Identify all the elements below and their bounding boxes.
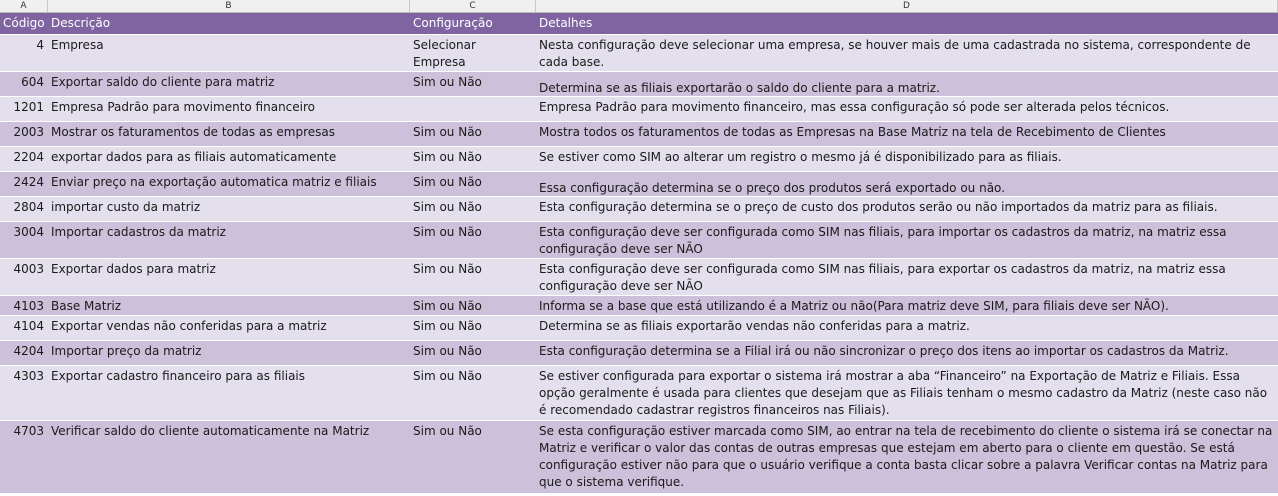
cell-configuracao[interactable]: Sim ou Não — [413, 150, 482, 164]
cell-configuracao[interactable]: Sim ou Não — [413, 344, 482, 358]
column-letter-b[interactable]: B — [48, 0, 410, 12]
cell-detalhes[interactable]: Determina se as filiais exportarão o saldo do cliente para a matriz. — [539, 81, 940, 95]
cell-configuracao[interactable]: Sim ou Não — [413, 200, 482, 214]
table-row — [0, 147, 1278, 172]
cell-descricao[interactable]: Importar cadastros da matriz — [51, 225, 226, 239]
table-row — [0, 122, 1278, 147]
table-row — [0, 222, 1278, 259]
cell-detalhes[interactable]: Informa se a base que está utilizando é a Matriz ou não(Para matriz deve SIM, para filiais deve ser NÃO). — [539, 299, 1169, 313]
cell-configuracao[interactable]: Selecionar Empresa — [413, 38, 476, 69]
cell-configuracao[interactable]: Sim ou Não — [413, 369, 482, 383]
cell-codigo[interactable]: 4303 — [13, 369, 44, 383]
table-row — [0, 97, 1278, 122]
cell-codigo[interactable]: 2424 — [13, 175, 44, 189]
cell-descricao[interactable]: Empresa Padrão para movimento financeiro — [51, 100, 315, 114]
table-row — [0, 341, 1278, 366]
cell-detalhes[interactable]: Se estiver configurada para exportar o sistema irá mostrar a aba “Financeiro” na Exportação de Matriz e Filiais. Essa opção geralmente é usada para clientes que desejam que as Filiais tenham o mesmo cadastro da Matriz (neste caso não é recomendado cadastrar registros financeiros nas Filiais). — [539, 369, 1268, 417]
column-letters — [0, 0, 1278, 13]
cell-codigo[interactable]: 4104 — [13, 319, 44, 333]
cell-codigo[interactable]: 4103 — [13, 299, 44, 313]
cell-descricao[interactable]: Verificar saldo do cliente automaticamente na Matriz — [51, 424, 370, 438]
column-letter-a[interactable]: A — [0, 0, 48, 12]
table-row — [0, 197, 1278, 222]
cell-codigo[interactable]: 2204 — [13, 150, 44, 164]
cell-detalhes[interactable]: Determina se as filiais exportarão vendas não conferidas para a matriz. — [539, 319, 970, 333]
table-row — [0, 172, 1278, 197]
cell-detalhes[interactable]: Essa configuração determina se o preço dos produtos será exportado ou não. — [539, 181, 1006, 195]
cell-configuracao[interactable]: Sim ou Não — [413, 319, 482, 333]
header-codigo[interactable]: Código — [3, 16, 45, 30]
cell-detalhes[interactable]: Esta configuração deve ser configurada como SIM nas filiais, para exportar os cadastros da matriz, na matriz essa configuração deve ser NÃO — [539, 262, 1226, 293]
cell-codigo[interactable]: 4703 — [13, 424, 44, 438]
cell-detalhes[interactable]: Mostra todos os faturamentos de todas as Empresas na Base Matriz na tela de Recebimento de Clientes — [539, 125, 1166, 139]
cell-codigo[interactable]: 4 — [36, 38, 44, 52]
cell-codigo[interactable]: 1201 — [13, 100, 44, 114]
table-row — [0, 35, 1278, 72]
cell-descricao[interactable]: Empresa — [51, 38, 104, 52]
cell-codigo[interactable]: 2003 — [13, 125, 44, 139]
cell-codigo[interactable]: 2804 — [13, 200, 44, 214]
table-row — [0, 316, 1278, 341]
cell-descricao[interactable]: Enviar preço na exportação automatica matriz e filiais — [51, 175, 377, 189]
cell-descricao[interactable]: Base Matriz — [51, 299, 122, 313]
cell-configuracao[interactable]: Sim ou Não — [413, 424, 482, 438]
cell-detalhes[interactable]: Esta configuração determina se o preço de custo dos produtos serão ou não importados da matriz para as filiais. — [539, 200, 1218, 214]
table-row — [0, 259, 1278, 296]
cell-detalhes[interactable]: Nesta configuração deve selecionar uma empresa, se houver mais de uma cadastrada no sistema, correspondente de cada base. — [539, 38, 1251, 69]
header-detalhes[interactable]: Detalhes — [539, 16, 593, 30]
cell-descricao[interactable]: Importar preço da matriz — [51, 344, 202, 358]
cell-descricao[interactable]: Exportar saldo do cliente para matriz — [51, 75, 275, 89]
cell-descricao[interactable]: exportar dados para as filiais automaticamente — [51, 150, 337, 164]
cell-descricao[interactable]: Exportar cadastro financeiro para as filiais — [51, 369, 306, 383]
cell-descricao[interactable]: Exportar dados para matriz — [51, 262, 216, 276]
cell-descricao[interactable]: Mostrar os faturamentos de todas as empresas — [51, 125, 335, 139]
cell-codigo[interactable]: 4003 — [13, 262, 44, 276]
header-descricao[interactable]: Descrição — [51, 16, 111, 30]
cell-configuracao[interactable]: Sim ou Não — [413, 299, 482, 313]
cell-detalhes[interactable]: Se esta configuração estiver marcada como SIM, ao entrar na tela de recebimento do cliente o sistema irá se conectar na Matriz e verificar o valor das contas de outras empresas que estejam em aberto para o cliente em questão. Se está configuração estiver não para que o usuário verifique a conta basta clicar sobre a palavra Verificar contas na Matriz para que o sistema verifique. — [539, 424, 1273, 489]
table-row — [0, 421, 1278, 494]
cell-configuracao[interactable] — [410, 97, 536, 121]
cell-codigo[interactable]: 3004 — [13, 225, 44, 239]
cell-codigo[interactable]: 4204 — [13, 344, 44, 358]
cell-detalhes[interactable]: Se estiver como SIM ao alterar um registro o mesmo já é disponibilizado para as filiais. — [539, 150, 1062, 164]
table-row — [0, 72, 1278, 97]
cell-configuracao[interactable]: Sim ou Não — [413, 125, 482, 139]
cell-detalhes[interactable]: Empresa Padrão para movimento financeiro, mas essa configuração só pode ser alterada pelos técnicos. — [539, 100, 1170, 114]
header-configuracao[interactable]: Configuração — [413, 16, 493, 30]
cell-detalhes[interactable]: Esta configuração deve ser configurada como SIM nas filiais, para importar os cadastros da matriz, na matriz essa configuração deve ser NÃO — [539, 225, 1227, 256]
column-letter-c[interactable]: C — [410, 0, 536, 12]
cell-configuracao[interactable]: Sim ou Não — [413, 75, 482, 89]
cell-descricao[interactable]: importar custo da matriz — [51, 200, 201, 214]
cell-configuracao[interactable]: Sim ou Não — [413, 175, 482, 189]
table-row — [0, 296, 1278, 316]
cell-codigo[interactable]: 604 — [21, 75, 44, 89]
table-row — [0, 366, 1278, 421]
cell-configuracao[interactable]: Sim ou Não — [413, 225, 482, 239]
cell-configuracao[interactable]: Sim ou Não — [413, 262, 482, 276]
cell-descricao[interactable]: Exportar vendas não conferidas para a matriz — [51, 319, 327, 333]
cell-detalhes[interactable]: Esta configuração determina se a Filial irá ou não sincronizar o preço dos itens ao importar os cadastros da Matriz. — [539, 344, 1229, 358]
table-header-row — [0, 13, 1278, 35]
column-letter-d[interactable]: D — [536, 0, 1278, 12]
